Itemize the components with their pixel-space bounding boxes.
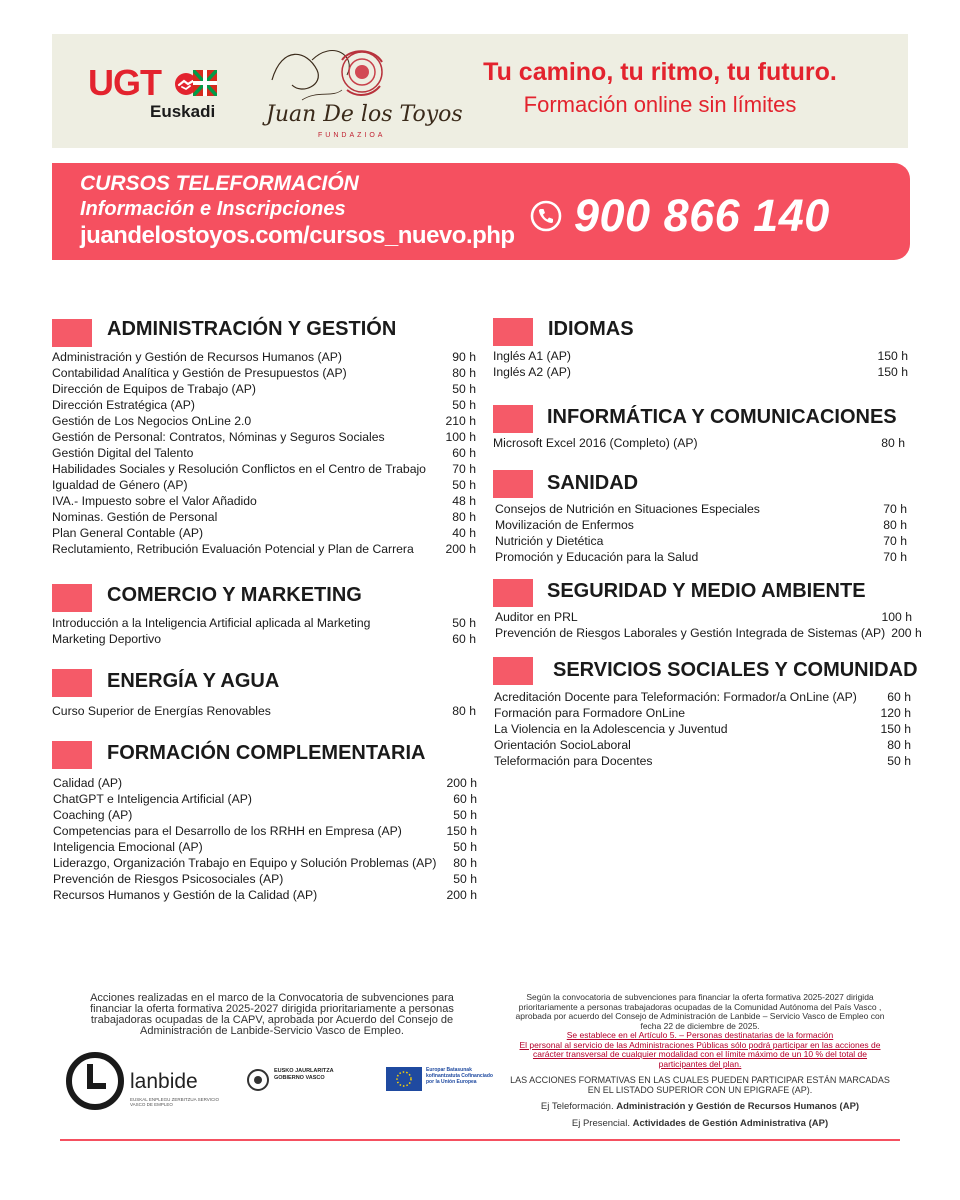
course-name: Orientación SocioLaboral	[494, 738, 631, 752]
course-hours: 210 h	[445, 414, 476, 428]
course-hours: 200 h	[446, 888, 477, 902]
course-hours: 60 h	[453, 792, 477, 806]
footer-right-notice	[508, 993, 892, 1128]
course-name: Dirección Estratégica (AP)	[52, 398, 195, 412]
notice-paragraph-1: Según la convocatoria de subvenciones para financiar la oferta formativa 2025-2027 dirigida prioritariamente a personas trabajadoras ocupadas de la Comunidad Autónoma del País Vasco , aprobada por acuerdo del Consejo de Administración de Lanbide – Servicio Vasco de Empleo con fecha 22 de diciembre de 2025.	[515, 992, 885, 1031]
example-label: Ej Presencial.	[571, 1117, 630, 1129]
course-name: Plan General Contable (AP)	[52, 526, 204, 540]
course-name: IVA.- Impuesto sobre el Valor Añadido	[52, 494, 257, 508]
course-hours: 150 h	[877, 349, 908, 363]
section-title-seguridad: SEGURIDAD Y MEDIO AMBIENTE	[547, 580, 866, 602]
course-row	[53, 839, 477, 855]
slogan-main: Tu camino, tu ritmo, tu futuro.	[483, 58, 837, 86]
fundacion-logo	[262, 40, 463, 145]
section-marker	[493, 405, 533, 433]
course-row	[52, 493, 476, 509]
course-name: Prevención de Riesgos Psicosociales (AP)	[53, 872, 284, 886]
course-name: Acreditación Docente para Teleformación: Formador/a OnLine (AP)	[494, 690, 857, 704]
course-row	[495, 625, 922, 641]
section-marker	[493, 318, 533, 346]
course-name: Nutrición y Dietética	[495, 534, 604, 548]
course-row	[494, 753, 911, 769]
course-hours: 80 h	[887, 738, 911, 752]
course-row	[52, 631, 476, 647]
example-label: Ej Teleformación.	[540, 1101, 614, 1112]
course-row	[493, 364, 908, 380]
course-hours: 50 h	[452, 478, 476, 492]
course-list-seguridad	[495, 609, 922, 641]
gobierno-vasco-text: EUSKO JAURLARITZA GOBIERNO VASCO	[274, 1068, 334, 1081]
course-row	[494, 737, 911, 753]
course-hours: 50 h	[453, 840, 477, 854]
course-row	[52, 381, 476, 397]
gobierno-vasco-emblem-icon	[246, 1068, 270, 1092]
course-name: Gestión Digital del Talento	[52, 446, 194, 460]
slogan-sub: Formación online sin límites	[523, 92, 797, 117]
course-name: Movilización de Enfermos	[495, 518, 634, 532]
course-row	[493, 348, 908, 364]
course-hours: 50 h	[453, 808, 477, 822]
course-row	[495, 549, 907, 565]
course-hours: 48 h	[452, 494, 476, 508]
course-name: Liderazgo, Organización Trabajo en Equipo y Solución Problemas (AP)	[53, 856, 437, 870]
course-name: Calidad (AP)	[53, 776, 123, 790]
course-row	[52, 615, 476, 631]
example-value: Actividades de Gestión Administrativa (AP)	[632, 1117, 829, 1129]
ugt-logo-text: UGT	[88, 62, 161, 103]
footer-left-disclaimer: Acciones realizadas en el marco de la Convocatoria de subvenciones para financiar la oferta formativa 2025-2027 dirigida prioritariamente a personas trabajadoras ocupadas de la CAPV, aprobada por Acuerdo del Consejo de Administración de Lanbide-Servicio Vasco de Empleo.	[90, 992, 454, 1037]
fundacion-subtitle: FUNDAZIOA	[318, 132, 386, 139]
course-name: Curso Superior de Energías Renovables	[52, 704, 271, 718]
course-row	[52, 365, 476, 381]
course-name: Promoción y Educación para la Salud	[495, 550, 699, 564]
section-marker	[493, 657, 533, 685]
course-row	[53, 791, 477, 807]
course-hours: 50 h	[452, 398, 476, 412]
course-hours: 100 h	[445, 430, 476, 444]
ikurrina-flag-icon	[193, 70, 217, 96]
footer-divider	[60, 1139, 900, 1141]
section-marker	[493, 470, 533, 498]
course-row	[495, 533, 907, 549]
course-row	[495, 609, 912, 625]
course-row	[52, 349, 476, 365]
course-hours: 50 h	[453, 872, 477, 886]
lanbide-subtitle: EUSKAL ENPLEGU ZERBITZUA SERVICIO VASCO DE EMPLEO	[130, 1097, 220, 1107]
course-name: Formación para Formadore OnLine	[494, 706, 686, 720]
course-name: Introducción a la Inteligencia Artificial aplicada al Marketing	[52, 616, 371, 630]
course-row	[52, 477, 476, 493]
course-name: Dirección de Equipos de Trabajo (AP)	[52, 382, 256, 396]
course-row	[52, 461, 476, 477]
course-list-sanidad	[495, 501, 907, 565]
course-row	[52, 525, 476, 541]
course-row	[495, 501, 907, 517]
course-hours: 120 h	[880, 706, 911, 720]
course-hours: 150 h	[880, 722, 911, 736]
course-name: Gestión de Personal: Contratos, Nóminas y Seguros Sociales	[52, 430, 385, 444]
course-name: Gestión de Los Negocios OnLine 2.0	[52, 414, 252, 428]
lanbide-name: lanbide	[130, 1070, 198, 1093]
course-list-comercio	[52, 615, 476, 647]
rose-illustration-icon	[262, 40, 412, 110]
course-name: Habilidades Sociales y Resolución Conflictos en el Centro de Trabajo	[52, 462, 426, 476]
course-name: Contabilidad Analítica y Gestión de Presupuestos (AP)	[52, 366, 347, 380]
course-hours: 70 h	[883, 534, 907, 548]
course-hours: 60 h	[887, 690, 911, 704]
course-hours: 80 h	[452, 510, 476, 524]
course-name: Inglés A2 (AP)	[493, 365, 571, 379]
course-list-servicios	[494, 689, 911, 769]
course-hours: 70 h	[452, 462, 476, 476]
course-row	[52, 703, 476, 719]
course-name: ChatGPT e Inteligencia Artificial (AP)	[53, 792, 252, 806]
section-marker	[493, 579, 533, 607]
course-row	[53, 823, 477, 839]
ugt-logo	[88, 64, 238, 124]
course-row	[494, 721, 911, 737]
course-hours: 50 h	[452, 616, 476, 630]
section-marker	[52, 741, 92, 769]
section-title-idiomas: IDIOMAS	[548, 318, 634, 340]
course-hours: 70 h	[883, 502, 907, 516]
course-hours: 150 h	[877, 365, 908, 379]
course-name: Administración y Gestión de Recursos Humanos (AP)	[52, 350, 342, 364]
course-hours: 90 h	[452, 350, 476, 364]
course-name: Microsoft Excel 2016 (Completo) (AP)	[493, 436, 698, 450]
course-hours: 60 h	[452, 446, 476, 460]
section-title-energia: ENERGÍA Y AGUA	[107, 670, 280, 692]
course-hours: 80 h	[452, 704, 476, 718]
course-name: Teleformación para Docentes	[494, 754, 653, 768]
example-teleformacion	[508, 1102, 892, 1112]
course-row	[494, 705, 911, 721]
course-row	[52, 413, 476, 429]
banner-url-link[interactable]: juandelostoyos.com/cursos_nuevo.php	[80, 222, 515, 249]
course-row	[52, 509, 476, 525]
course-hours: 80 h	[453, 856, 477, 870]
section-marker	[52, 319, 92, 347]
course-hours: 200 h	[446, 776, 477, 790]
course-row	[52, 429, 476, 445]
course-hours: 70 h	[883, 550, 907, 564]
course-list-idiomas	[493, 348, 908, 380]
course-list-formacion	[53, 775, 477, 903]
example-presencial	[508, 1119, 892, 1129]
course-name: Igualdad de Género (AP)	[52, 478, 188, 492]
course-hours: 80 h	[881, 436, 905, 450]
course-name: Prevención de Riesgos Laborales y Gestión Integrada de Sistemas (AP)	[495, 626, 886, 640]
course-name: Competencias para el Desarrollo de los RRHH en Empresa (AP)	[53, 824, 402, 838]
lanbide-clock-icon	[66, 1052, 124, 1110]
section-title-comercio: COMERCIO Y MARKETING	[107, 584, 362, 606]
notice-paragraph-3: El personal al servicio de las Administraciones Públicas sólo podrá participar en las acciones de carácter transversal de cualquier modalidad con el límite máximo de un 10 % del total de participantes del plan.	[519, 1039, 881, 1069]
eu-cofinancing-logo	[386, 1067, 496, 1095]
course-name: Auditor en PRL	[495, 610, 578, 624]
course-name: Inteligencia Emocional (AP)	[53, 840, 203, 854]
notice-paragraph-4: LAS ACCIONES FORMATIVAS EN LAS CUALES PUEDEN PARTICIPAR ESTÁN MARCADAS EN EL LISTADO SUPERIOR CON UN EPIGRAFE (AP).	[510, 1075, 890, 1095]
course-row	[494, 689, 911, 705]
example-value: Administración y Gestión de Recursos Humanos (AP)	[616, 1101, 860, 1112]
course-name: Nominas. Gestión de Personal	[52, 510, 218, 524]
course-name: Marketing Deportivo	[52, 632, 162, 646]
section-title-informatica: INFORMÁTICA Y COMUNICACIONES	[547, 406, 897, 428]
course-hours: 150 h	[446, 824, 477, 838]
course-row	[493, 435, 905, 451]
lanbide-logo	[66, 1052, 220, 1110]
course-name: Inglés A1 (AP)	[493, 349, 571, 363]
course-hours: 40 h	[452, 526, 476, 540]
euskadi-label: Euskadi	[150, 102, 216, 121]
section-marker	[52, 584, 92, 612]
section-title-formacion: FORMACIÓN COMPLEMENTARIA	[107, 742, 426, 764]
course-hours: 100 h	[881, 610, 912, 624]
section-title-servicios: SERVICIOS SOCIALES Y COMUNIDAD	[553, 659, 918, 681]
course-list-informatica	[493, 435, 905, 451]
phone-icon	[530, 200, 562, 232]
course-row	[52, 541, 476, 557]
eu-flag-icon	[386, 1067, 422, 1091]
course-row	[53, 887, 477, 903]
course-row	[495, 517, 907, 533]
notice-paragraph-2: Se establece en el Artículo 5. – Personas destinatarias de la formación	[566, 1030, 834, 1040]
eu-cofinancing-text: Europar Batasunak kofinantzatuta Cofinanciado por la Unión Europea	[426, 1067, 493, 1085]
course-hours: 200 h	[891, 626, 922, 640]
course-name: Coaching (AP)	[53, 808, 133, 822]
course-name: Recursos Humanos y Gestión de la Calidad (AP)	[53, 888, 318, 902]
banner-title: CURSOS TELEFORMACIÓN	[80, 172, 359, 195]
course-hours: 60 h	[452, 632, 476, 646]
section-marker	[52, 669, 92, 697]
course-name: Consejos de Nutrición en Situaciones Especiales	[495, 502, 760, 516]
phone-number[interactable]: 900 866 140	[574, 190, 830, 241]
course-row	[53, 807, 477, 823]
course-row	[53, 855, 477, 871]
gobierno-vasco-logo	[246, 1068, 346, 1108]
course-row	[52, 445, 476, 461]
course-hours: 80 h	[883, 518, 907, 532]
course-name: Reclutamiento, Retribución Evaluación Potencial y Plan de Carrera	[52, 542, 414, 556]
course-hours: 80 h	[452, 366, 476, 380]
fundacion-name: Juan De los Toyos	[266, 102, 463, 127]
course-hours: 200 h	[445, 542, 476, 556]
section-title-sanidad: SANIDAD	[547, 472, 639, 494]
course-hours: 50 h	[887, 754, 911, 768]
course-list-admin	[52, 349, 476, 557]
course-name: La Violencia en la Adolescencia y Juventud	[494, 722, 728, 736]
banner-subtitle: Información e Inscripciones	[80, 198, 346, 220]
course-hours: 50 h	[452, 382, 476, 396]
course-row	[53, 775, 477, 791]
course-row	[53, 871, 477, 887]
course-list-energia	[52, 703, 476, 719]
section-title-admin: ADMINISTRACIÓN Y GESTIÓN	[107, 318, 397, 340]
course-row	[52, 397, 476, 413]
